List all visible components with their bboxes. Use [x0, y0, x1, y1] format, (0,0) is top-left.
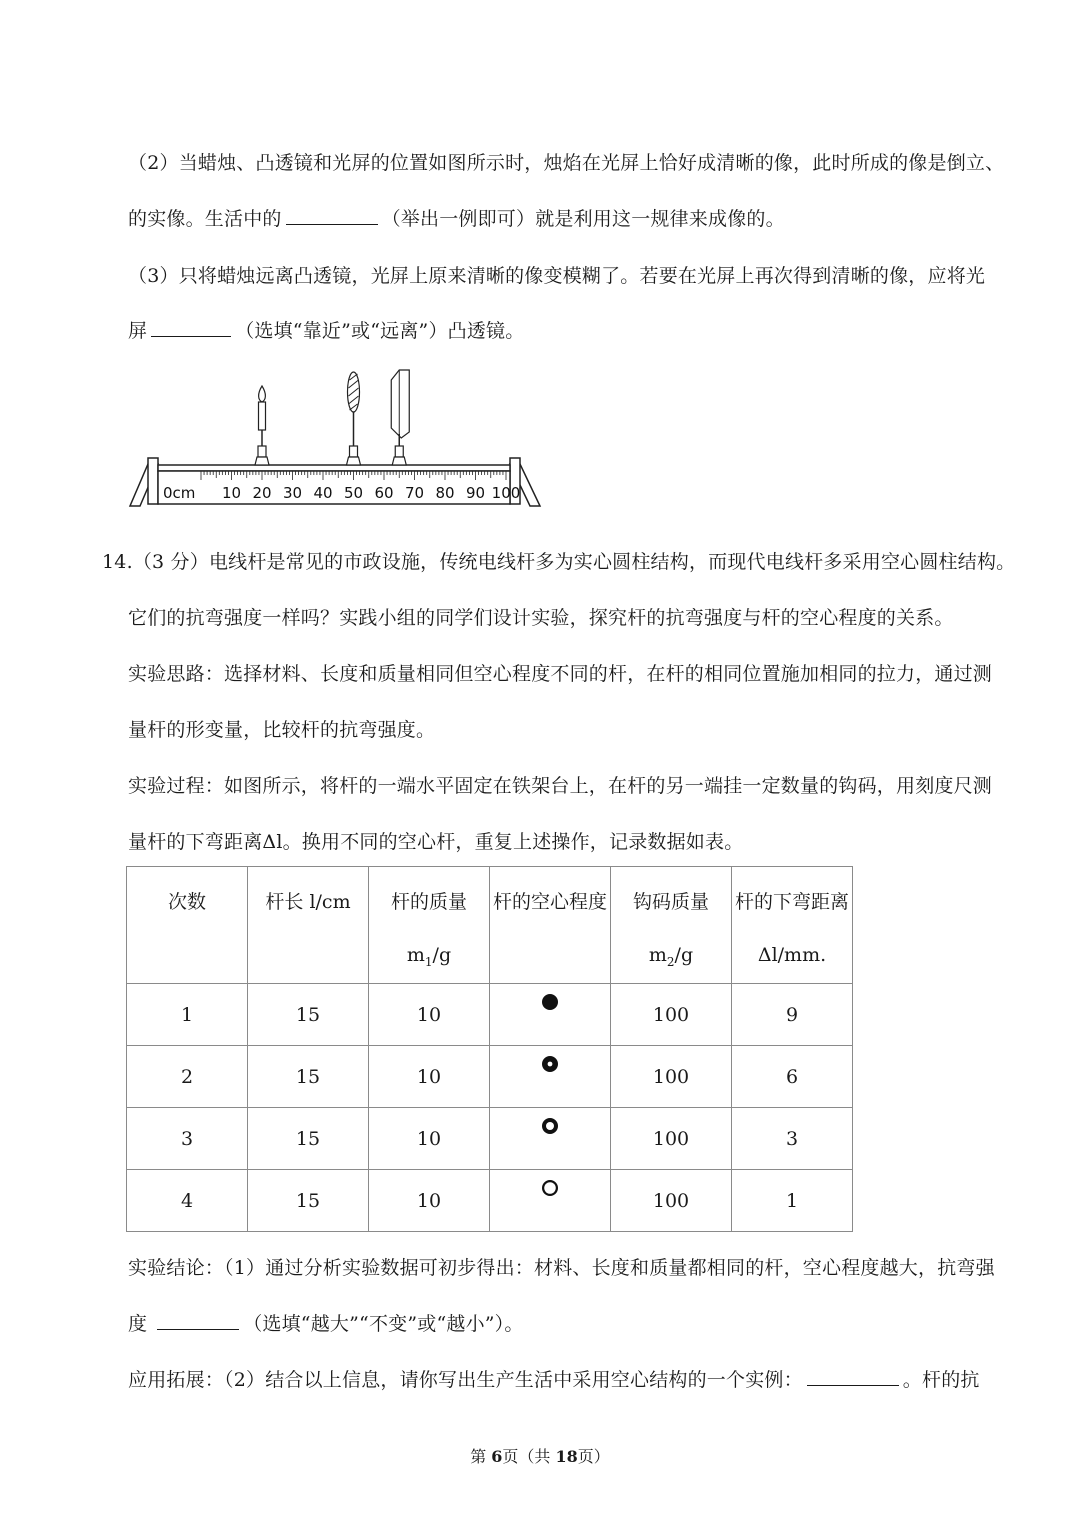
- ruler-label: 20: [252, 484, 272, 502]
- cell-mass: 10: [369, 1170, 490, 1232]
- table-row: [127, 1170, 853, 1232]
- answer-blank[interactable]: [157, 1311, 239, 1330]
- rod-hollow-core: [546, 1122, 554, 1130]
- ruler-body: [158, 471, 510, 504]
- cell-mass: 10: [369, 1046, 490, 1108]
- bench-left-post: [148, 458, 158, 504]
- q13-part2-line2: [128, 204, 785, 231]
- q14-intro-line1: 14.（3 分）电线杆是常见的市政设施，传统电线杆多为实心圆柱结构，而现代电线杆多采用空心圆柱结构。: [102, 551, 1016, 573]
- convex-lens-on-holder: [347, 372, 361, 465]
- q14-application-line1-b: 。杆的抗: [902, 1369, 980, 1391]
- cell-length: 15: [248, 1170, 369, 1232]
- table-row: [127, 984, 853, 1046]
- ruler-label: 70: [404, 484, 425, 502]
- page-footer: 第 6页（共 18页）: [470, 1447, 610, 1466]
- q14-application-line1: [128, 1365, 980, 1392]
- answer-blank[interactable]: [286, 206, 378, 225]
- table-header-cell: 杆长 l/cm: [248, 867, 369, 984]
- cell-trial: 2: [127, 1046, 248, 1108]
- ruler-label: 10: [221, 484, 242, 502]
- page-number: 6: [491, 1447, 503, 1466]
- flame-icon: [259, 386, 266, 402]
- table-header-cell: 杆的下弯距离 Δl/mm.: [732, 867, 853, 984]
- ruler-label: 100: [491, 484, 521, 502]
- ruler-label: 50: [343, 484, 364, 502]
- cell-bend: 6: [732, 1046, 853, 1108]
- light-screen-on-holder: [391, 370, 409, 465]
- ruler-label: 80: [435, 484, 455, 502]
- candle-on-holder: [255, 386, 269, 465]
- page-total: 18: [555, 1447, 578, 1466]
- data-table: [126, 866, 853, 1232]
- q14-conclusion-line1: 实验结论：（1）通过分析实验数据可初步得出：材料、长度和质量都相同的杆，空心程度越大，抗弯强: [128, 1257, 995, 1279]
- cell-bend: 3: [732, 1108, 853, 1170]
- ruler-label: 40: [313, 484, 333, 502]
- rod-hollow-core: [548, 1062, 553, 1067]
- ruler-label: 60: [374, 484, 394, 502]
- cell-hook-mass: 100: [611, 1108, 732, 1170]
- rod-cross-section: [542, 994, 558, 1010]
- q14-process-line1: 实验过程：如图所示，将杆的一端水平固定在铁架台上，在杆的另一端挂一定数量的钩码，用刻度尺测: [128, 775, 993, 797]
- cell-hollow: [490, 984, 611, 1046]
- hollow-degree-icon: [540, 1054, 560, 1074]
- hollow-degree-icon: [540, 1178, 560, 1198]
- ruler-label: 90: [465, 484, 486, 502]
- table-header-row: [127, 867, 853, 984]
- q13-part2-line2-a: 的实像。生活中的: [128, 208, 282, 230]
- rod-hollow-core: [544, 1182, 556, 1194]
- table-row: [127, 1108, 853, 1170]
- q13-part3-line2-a: 屏: [128, 320, 148, 342]
- cell-hook-mass: 100: [611, 1046, 732, 1108]
- cell-length: 15: [248, 1046, 369, 1108]
- screen-icon: [391, 370, 409, 438]
- q13-part3-line1: （3）只将蜡烛远离凸透镜，光屏上原来清晰的像变模糊了。若要在光屏上再次得到清晰的像，应将光: [128, 265, 986, 287]
- optical-bench-figure: [126, 368, 546, 510]
- table-header-cell: 次数: [127, 867, 248, 984]
- cell-hook-mass: 100: [611, 1170, 732, 1232]
- cell-mass: 10: [369, 1108, 490, 1170]
- cell-hollow: [490, 1170, 611, 1232]
- cell-mass: 10: [369, 984, 490, 1046]
- cell-hollow: [490, 1046, 611, 1108]
- cell-trial: 3: [127, 1108, 248, 1170]
- cell-length: 15: [248, 984, 369, 1046]
- cell-length: 15: [248, 1108, 369, 1170]
- table-header-cell: 杆的空心程度: [490, 867, 611, 984]
- cell-trial: 4: [127, 1170, 248, 1232]
- q14-conclusion-line2: [128, 1309, 524, 1336]
- table-header-cell: 杆的质量 $m_1/g$: [369, 867, 490, 984]
- q14-conclusion-line2-b: （选填“越大”“不变”或“越小”）。: [243, 1313, 524, 1335]
- q13-part3-line2: [128, 316, 524, 343]
- cell-hook-mass: 100: [611, 984, 732, 1046]
- ruler-label: 30: [282, 484, 303, 502]
- q14-idea-line1: 实验思路：选择材料、长度和质量相同但空心程度不同的杆，在杆的相同位置施加相同的拉力，通过测: [128, 663, 993, 685]
- q14-application-line1-a: 应用拓展：（2）结合以上信息，请你写出生产生活中采用空心结构的一个实例：: [128, 1369, 803, 1391]
- cell-trial: 1: [127, 984, 248, 1046]
- candle-body: [259, 402, 266, 430]
- q13-part3-line2-b: （选填“靠近”或“远离”）凸透镜。: [235, 320, 525, 342]
- cell-hollow: [490, 1108, 611, 1170]
- cell-bend: 9: [732, 984, 853, 1046]
- q13-part2-line2-b: （举出一例即可）就是利用这一规律来成像的。: [381, 208, 785, 230]
- bench-rail: [158, 465, 510, 471]
- q14-intro-line2: 它们的抗弯强度一样吗？实践小组的同学们设计实验，探究杆的抗弯强度与杆的空心程度的关系。: [128, 607, 954, 629]
- table-header-cell: 钩码质量 $m_2/g$: [611, 867, 732, 984]
- q14-conclusion-line2-a: 度: [128, 1313, 148, 1335]
- answer-blank[interactable]: [151, 318, 231, 337]
- hollow-degree-icon: [540, 1116, 560, 1136]
- cell-bend: 1: [732, 1170, 853, 1232]
- q14-idea-line2: 量杆的形变量，比较杆的抗弯强度。: [128, 719, 436, 741]
- table-row: [127, 1046, 853, 1108]
- q13-part2-line1: （2）当蜡烛、凸透镜和光屏的位置如图所示时，烛焰在光屏上恰好成清晰的像，此时所成的像是倒立、: [128, 152, 1005, 174]
- q14-process-line2: 量杆的下弯距离Δl。换用不同的空心杆，重复上述操作，记录数据如表。: [128, 831, 744, 853]
- answer-blank[interactable]: [807, 1367, 899, 1386]
- ruler-label: 0cm: [163, 484, 196, 502]
- hollow-degree-icon: [540, 992, 560, 1012]
